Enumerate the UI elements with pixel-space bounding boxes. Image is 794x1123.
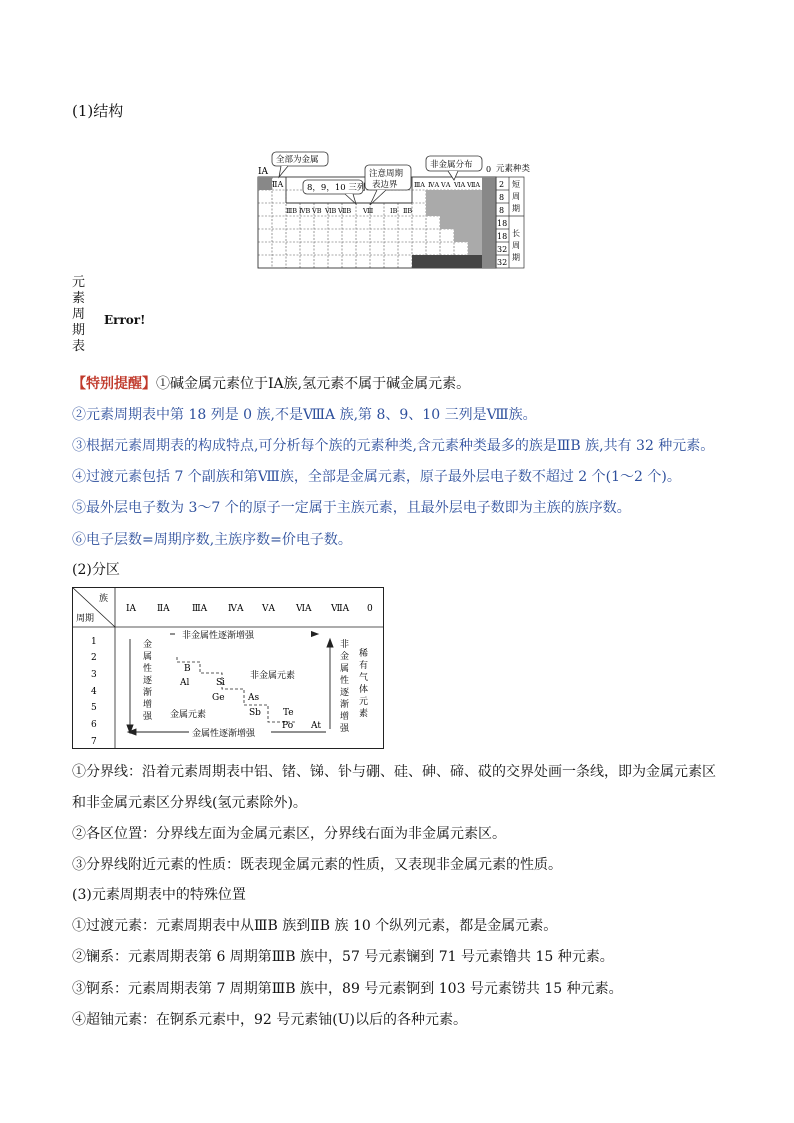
right-vert-4: 性 [340, 676, 350, 686]
group-label-iiia: ⅢA [414, 181, 425, 189]
counts-header: 元素种类 [496, 164, 531, 174]
tip-6: ⑥电子层数=周期序数,主族序数=价电子数。 [72, 532, 352, 548]
group-label-iiib: ⅢB [286, 207, 298, 215]
tip-3: ③根据元素周期表的构成特点,可分析每个族的元素种类,含元素种类最多的族是ⅢB 族,共有 32 种元素。 [72, 438, 715, 454]
element-al: Al [180, 678, 190, 688]
right-vert-3: 属 [340, 664, 350, 674]
zone-group-ia: ⅠA [126, 604, 137, 614]
tip-4: ④过渡元素包括 7 个副族和第Ⅷ族，全部是金属元素，原子最外层电子数不超过 2 个(1～2 个)。 [72, 469, 681, 485]
right-vert-2: 金 [340, 652, 350, 662]
group-label-iva: ⅣA [428, 181, 440, 189]
short-period-char-3: 期 [512, 204, 520, 213]
ia-shade [258, 177, 272, 190]
corner-period: 周期 [76, 614, 95, 624]
zone-period-2: 2 [91, 653, 97, 663]
element-as: As [248, 693, 260, 703]
tip-1-text: ①碱金属元素位于ⅠA族,氢元素不属于碱金属元素。 [156, 376, 471, 392]
callout-8910-text: 8，9，10 三列 [307, 183, 366, 193]
zone-line-4: ③分界线附近元素的性质：既表现金属元素的性质，又表现非金属元素的性质。 [72, 857, 562, 873]
count-period-3: 8 [499, 206, 505, 215]
zone-period-4: 4 [91, 687, 97, 697]
count-period-4: 18 [497, 219, 508, 228]
noble-vert-2: 有 [359, 661, 369, 671]
group-label-iib: ⅡB [403, 207, 413, 215]
tip-1 [72, 375, 470, 393]
group-label-vib: ⅥB [325, 207, 337, 215]
short-period-char-2: 周 [512, 192, 520, 201]
noble-vert-5: 元 [359, 697, 369, 707]
group-label-vb: ⅤB [312, 207, 322, 215]
zone-period-7: 7 [91, 737, 97, 747]
tip-5: ⑤最外层电子数为 3～7 个的原子一定属于主族元素，且最外层电子数即为主族的族序数。 [72, 500, 631, 516]
noble-vert-6: 素 [359, 709, 369, 719]
section3-title: (3)元素周期表中的特殊位置 [72, 887, 246, 903]
callout-border-text-2: 表边界 [372, 180, 398, 190]
zone-line-2: 和非金属元素区分界线(氢元素除外)。 [72, 795, 307, 811]
noble-vert-1: 稀 [359, 649, 369, 659]
special-1: ①过渡元素：元素周期表中从ⅢB 族到ⅡB 族 10 个纵列元素，都是金属元素。 [72, 918, 558, 934]
long-period-char-1: 长 [512, 229, 520, 238]
special-2: ②镧系：元素周期表第 6 周期第ⅢB 族中，57 号元素镧到 71 号元素镥共 15 种元素。 [72, 949, 614, 965]
side-label-char: 周 [72, 307, 86, 322]
left-vert-3: 性 [143, 664, 153, 674]
group-label-iia: ⅡA [272, 180, 284, 189]
noble-vert-4: 体 [359, 685, 369, 695]
element-ge: Ge [212, 693, 225, 703]
count-period-7: 32 [497, 258, 508, 267]
error-text: Error! [104, 313, 146, 327]
element-b: B [184, 664, 191, 674]
special-4: ④超铀元素：在锕系元素中，92 号元素铀(U)以后的各种元素。 [72, 1012, 467, 1028]
element-at: At [311, 721, 321, 731]
zone-line-3: ②各区位置：分界线左面为金属元素区，分界线右面为非金属元素区。 [72, 826, 506, 842]
count-period-1: 2 [499, 180, 505, 189]
side-label-char: 期 [72, 323, 86, 338]
metal-area-label: 金属元素 [170, 710, 207, 720]
left-vert-5: 渐 [143, 688, 153, 698]
right-vert-6: 渐 [340, 700, 350, 710]
periodic-structure-diagram [255, 150, 545, 272]
group-label-0: 0 [486, 165, 492, 174]
period7-shade [412, 255, 482, 268]
zone-group-iia: ⅡA [157, 604, 170, 614]
side-label-vertical [72, 275, 86, 355]
zone-group-via: ⅥA [296, 604, 312, 614]
top-arrow-label: 非金属性逐渐增强 [182, 631, 255, 641]
group-label-va: ⅤA [441, 181, 451, 189]
callout-border-text-1: 注意周期 [369, 169, 404, 179]
side-label-char: 表 [72, 339, 86, 354]
zone-group-va: ⅤA [262, 604, 275, 614]
group-label-ivb: ⅣB [299, 207, 311, 215]
element-te: Te [283, 708, 294, 718]
count-period-2: 8 [499, 193, 505, 202]
short-period-char-1: 短 [512, 180, 520, 189]
group-label-viii: Ⅷ [363, 207, 374, 215]
noble-gas-shade [482, 177, 496, 268]
zone-diagram [72, 587, 384, 749]
group-label-viib: ⅦB [338, 207, 352, 215]
long-period-char-3: 期 [512, 253, 520, 262]
element-sb: Sb [249, 708, 261, 718]
zone-line-1: ①分界线：沿着元素周期表中铝、锗、锑、钋与硼、硅、砷、碲、砹的交界处画一条线，即为金属元素区 [72, 764, 716, 780]
group-label-via: ⅥA [454, 181, 466, 189]
zone-group-viia: ⅦA [331, 604, 350, 614]
group-label-ia: ⅠA [258, 167, 269, 177]
zone-period-3: 3 [91, 670, 97, 680]
left-vert-4: 逐 [143, 676, 153, 686]
left-vert-6: 增 [143, 700, 153, 710]
left-vert-1: 金 [143, 640, 153, 650]
bottom-arrow-label: 金属性逐渐增强 [192, 729, 256, 739]
right-vert-5: 逐 [340, 688, 350, 698]
special-3: ③锕系：元素周期表第 7 周期第ⅢB 族中，89 号元素锕到 103 号元素铹共 15 种元素。 [72, 981, 623, 997]
left-vert-7: 强 [143, 712, 153, 722]
right-vert-1: 非 [340, 640, 350, 650]
tip-label: 【特别提醒】 [72, 376, 156, 392]
noble-vert-3: 气 [359, 673, 369, 683]
element-po: Po [282, 721, 294, 731]
element-si: Si [216, 678, 226, 688]
callout-nonmetal-text: 非金属分布 [430, 160, 473, 170]
zone-period-6: 6 [91, 720, 97, 730]
corner-group: 族 [99, 594, 109, 604]
nonmetal-shade [426, 190, 482, 255]
long-period-char-2: 周 [512, 241, 520, 250]
count-period-5: 18 [497, 232, 508, 241]
group-label-ib: ⅠB [390, 207, 398, 215]
section1-title: (1)结构 [72, 102, 124, 120]
right-vert-8: 强 [340, 724, 350, 734]
zone-group-iiia: ⅢA [192, 604, 208, 614]
nonmetal-area-label: 非金属元素 [250, 671, 296, 681]
zone-group-0: 0 [367, 604, 373, 614]
zone-period-5: 5 [91, 703, 97, 713]
right-vert-7: 增 [340, 712, 350, 722]
callout-metal-text: 全部为金属 [276, 155, 319, 165]
left-vert-2: 属 [143, 652, 153, 662]
side-label-char: 元 [72, 275, 86, 290]
count-period-6: 32 [497, 245, 508, 254]
side-label-char: 素 [72, 291, 86, 306]
section2-title: (2)分区 [72, 562, 120, 578]
tip-2: ②元素周期表中第 18 列是 0 族,不是ⅧA 族,第 8、9、10 三列是Ⅷ族。 [72, 407, 537, 423]
zone-period-1: 1 [91, 637, 97, 647]
zone-group-iva: ⅣA [228, 604, 244, 614]
group-label-viia: ⅦA [467, 181, 481, 189]
